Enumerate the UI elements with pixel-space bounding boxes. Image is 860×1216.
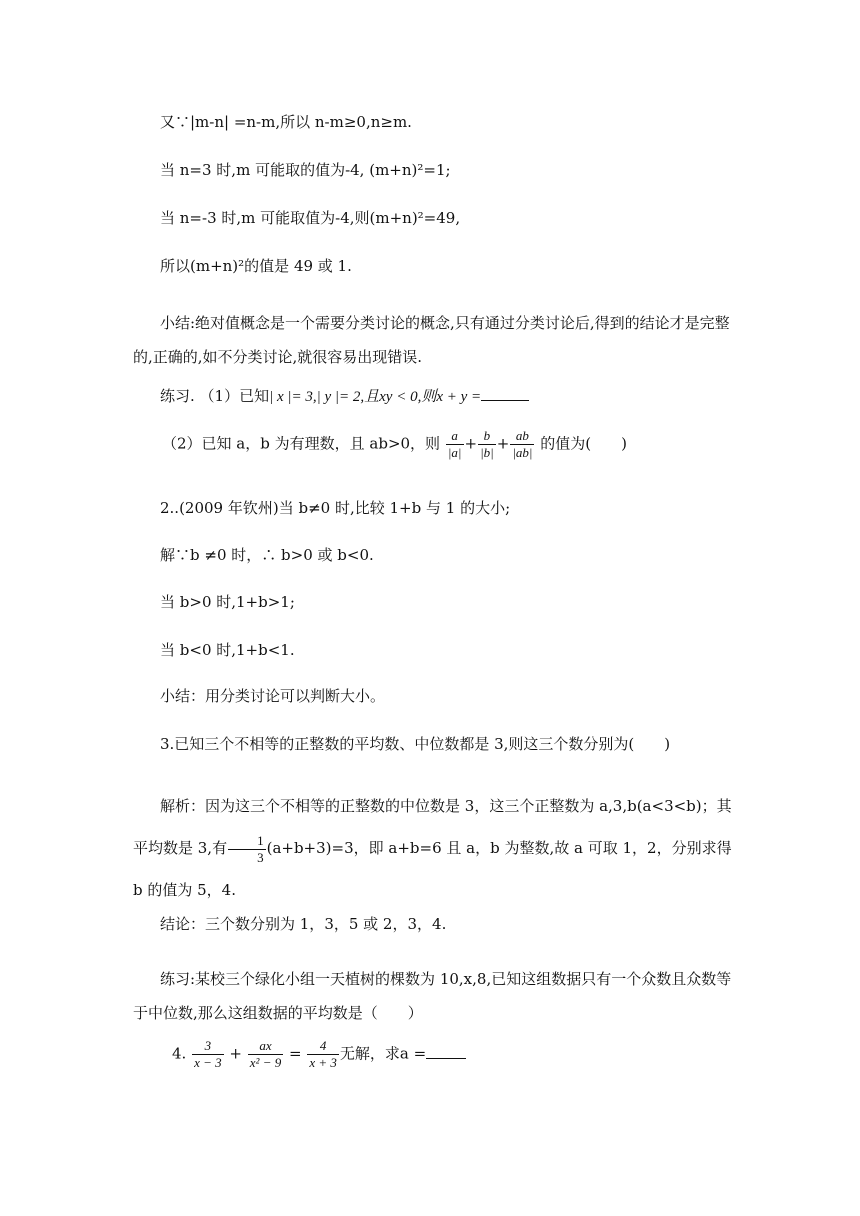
exercise-1-label: 练习. （1）已知 <box>160 387 270 405</box>
fraction-3-over-x-3: $\frac{3}{x - 3}$ <box>194 1038 222 1070</box>
text-line: 又∵|m-n| =n-m,所以 n-m≥0,n≥m. <box>160 113 412 131</box>
text-line: 3.已知三个不相等的正整数的平均数、中位数都是 3,则这三个数分别为( ) <box>160 735 671 753</box>
analysis-text-cont: (a+b+3)=3，即 a+b=6 且 a，b 为整数,故 a 可取 1，2，分别求得 b 的值为 5，4. <box>133 839 732 899</box>
answer-blank <box>426 1044 466 1059</box>
equation-suffix: 无解，求a = <box>339 1044 427 1063</box>
text-line: 所以(m+n)²的值是 49 或 1. <box>160 257 352 275</box>
text-line: 当 n=-3 时,m 可能取值为-4,则(m+n)²=49, <box>160 209 461 227</box>
text-line: 当 b>0 时,1+b>1; <box>160 593 295 611</box>
text-line: 2..(2009 年钦州)当 b≠0 时,比较 1+b 与 1 的大小; <box>160 499 511 517</box>
plus-sign: + <box>229 1044 242 1063</box>
exercise-paragraph: 练习:某校三个绿化小组一天植树的棵数为 10,x,8,已知这组数据只有一个众数且众数等于中位数,那么这组数据的平均数是（ ） <box>133 970 732 1022</box>
text-line: 解∵b ≠0 时，∴ b>0 或 b<0. <box>160 546 374 564</box>
fraction-ab: $\frac{ab}{|ab|}$ <box>512 428 533 460</box>
fraction-ax-over-x2-9: $\frac{ax}{\text{x² − 9}}$ <box>249 1038 282 1070</box>
text-line: 当 b<0 时,1+b<1. <box>160 641 295 659</box>
plus-sign: + <box>496 434 510 453</box>
fraction-4-over-x-3: $\frac{4}{x + 3}$ <box>309 1038 337 1070</box>
exercise-2-suffix: 的值为( ) <box>540 434 627 453</box>
fraction-a: $\frac{a}{|a|}$ <box>447 428 462 460</box>
text-line: 当 n=3 时,m 可能取的值为-4, (m+n)²=1; <box>160 161 451 179</box>
text-line: 结论：三个数分别为 1，3，5 或 2，3，4. <box>160 915 447 933</box>
summary-paragraph: 小结:绝对值概念是一个需要分类讨论的概念,只有通过分类讨论后,得到的结论才是完整的,正确的,如不分类讨论,就很容易出现错误. <box>133 314 730 366</box>
plus-sign: + <box>464 434 478 453</box>
exercise-1 <box>160 386 529 407</box>
question-number: 4. <box>172 1044 187 1063</box>
equals-sign: = <box>289 1044 302 1063</box>
exercise-2-label: （2）已知 a，b 为有理数，且 ab>0，则 <box>162 434 441 453</box>
text-line: 小结：用分类讨论可以判断大小。 <box>160 687 386 705</box>
exercise-1-math: | x |= 3,| y |= 2,且xy < 0,则x + y = <box>269 389 482 405</box>
analysis-paragraph <box>133 785 733 911</box>
fraction-one-third: $\frac{1}{3}$ <box>228 833 266 866</box>
analysis-text: 解析：因为这三个不相等的正整数的中位数是 3，这三个正整数为 a,3,b(a<3<b)；其平均数是 3,有 <box>133 797 732 857</box>
fraction-b: $\frac{b}{|b|}$ <box>480 428 494 460</box>
equation-line <box>172 1038 466 1071</box>
answer-blank <box>481 386 529 401</box>
exercise-2 <box>162 428 627 461</box>
